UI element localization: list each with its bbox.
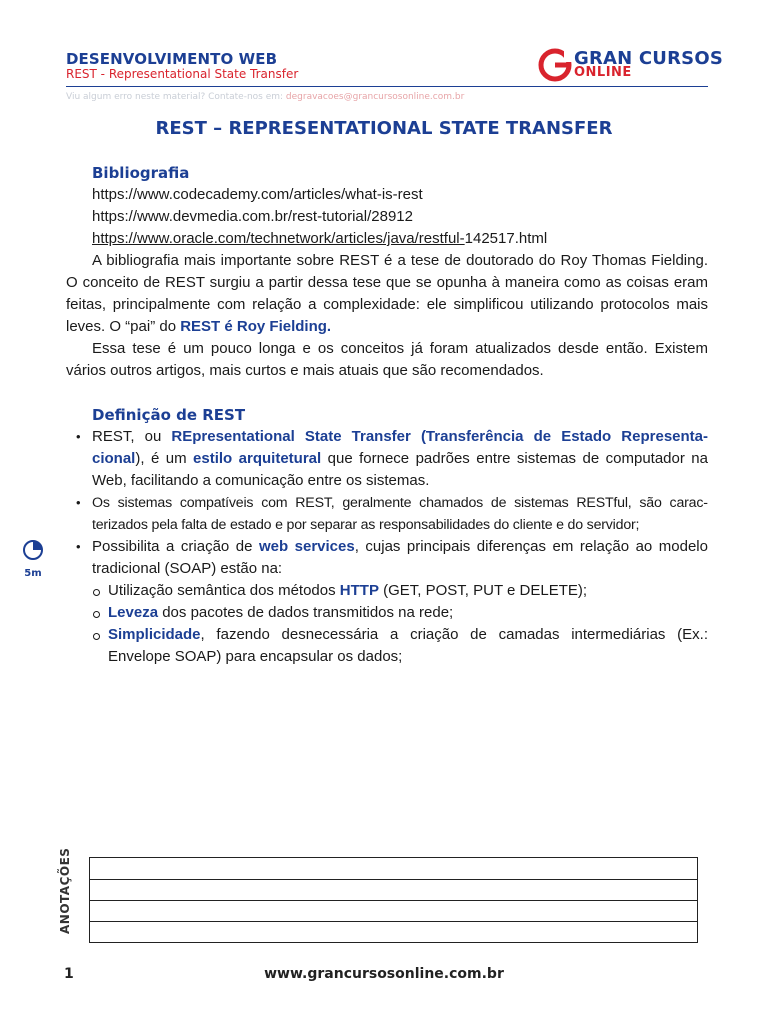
bibliography-heading: Bibliografia bbox=[92, 164, 190, 182]
brand-logo bbox=[538, 48, 724, 82]
bibliography-link-3-rest: 142517.html bbox=[464, 230, 548, 247]
logo-text-gran-cursos: GRAN CURSOS bbox=[574, 48, 724, 69]
notes-line bbox=[90, 900, 697, 901]
logo-text-online: ONLINE bbox=[574, 65, 632, 80]
difference-item-leveza: Leveza dos pacotes de dados transmitidos na rede; bbox=[92, 602, 708, 624]
page-number: 1 bbox=[64, 966, 74, 982]
bibliography-paragraph-2: Essa tese é um pouco longa e os conceitos já foram atualizados desde então. Existem vários outros artigos, mais curtos e mais atuais que são recomendados. bbox=[66, 340, 708, 379]
notes-box[interactable] bbox=[89, 857, 698, 943]
time-marker bbox=[22, 539, 44, 579]
notes-line bbox=[90, 921, 697, 922]
difference-item-http: Utilização semântica dos métodos HTTP (GET, POST, PUT e DELETE); bbox=[92, 580, 708, 602]
errata-email-link[interactable]: degravacoes@grancursosonline.com.br bbox=[285, 92, 465, 102]
notes-line bbox=[90, 879, 697, 880]
bibliography-paragraph-1: A bibliografia mais importante sobre REST é a tese de doutorado do Roy Thomas Fielding. O conceito de REST surgiu a partir dessa tese que se opunha à maneira como as coisas eram feitas, principalmente com relação a complexidade: ele simplificou utilizando protocolos mais leves. O “pai” do REST é Roy Fielding. bbox=[66, 252, 708, 335]
definition-bullet-3: • Possibilita a criação de web services, cujas principais diferenças em relação ao modelo tradicional (SOAP) estão na: Utilização semântica dos métodos HTTP (GET, POST, PUT e DELETE); Leveza dos pacotes de dados transmitidos na rede; Simplicidade, fazendo desnecessária a criação de camadas intermediárias (Ex.: Envelope SOAP) para encapsular os dados; bbox=[72, 536, 708, 668]
footer-website-link[interactable]: www.grancursosonline.com.br bbox=[264, 966, 504, 982]
main-content bbox=[66, 160, 708, 668]
notes-label: ANOTAÇÕES bbox=[58, 847, 72, 934]
errata-notice bbox=[66, 92, 464, 102]
course-name: DESENVOLVIMENTO WEB bbox=[66, 50, 278, 68]
logo-g-icon bbox=[538, 48, 572, 82]
stopwatch-icon bbox=[22, 539, 44, 561]
header-divider bbox=[66, 86, 708, 87]
bibliography-link-3-underlined[interactable]: https://www.oracle.com/technetwork/articles/java/restful- bbox=[92, 230, 465, 247]
definition-bullet-2: • Os sistemas compatíveis com REST, geralmente chamados de sistemas RESTful, são caracterizados pela falta de estado e por separar as responsabilidades do cliente e do servidor; bbox=[72, 492, 708, 536]
definition-bullet-1: • REST, ou REpresentational State Transfer (Transferência de Estado Representacional), é um estilo arquitetural que fornece padrões entre sistemas de computador na Web, facilitando a comunicação entre os sistemas. bbox=[72, 426, 708, 492]
web-services-differences-list bbox=[92, 580, 708, 668]
difference-item-simplicidade: Simplicidade, fazendo desnecessária a criação de camadas intermediárias (Ex.: Envelope SOAP) para encapsular os dados; bbox=[92, 624, 708, 668]
lesson-subtitle: REST - Representational State Transfer bbox=[66, 67, 299, 81]
roy-fielding-emphasis: REST é Roy Fielding bbox=[180, 318, 327, 335]
document-title: REST – REPRESENTATIONAL STATE TRANSFER bbox=[155, 118, 613, 139]
definition-list bbox=[72, 426, 708, 668]
errata-text: Viu algum erro neste material? Contate-nos em: bbox=[66, 92, 286, 102]
bibliography-link-2[interactable]: https://www.devmedia.com.br/rest-tutorial/28912 bbox=[92, 208, 413, 225]
definition-heading: Definição de REST bbox=[92, 406, 246, 424]
time-marker-label: 5m bbox=[24, 568, 42, 579]
bibliography-link-1[interactable]: https://www.codecademy.com/articles/what-is-rest bbox=[92, 186, 423, 203]
bibliography-link-3[interactable] bbox=[66, 228, 708, 250]
